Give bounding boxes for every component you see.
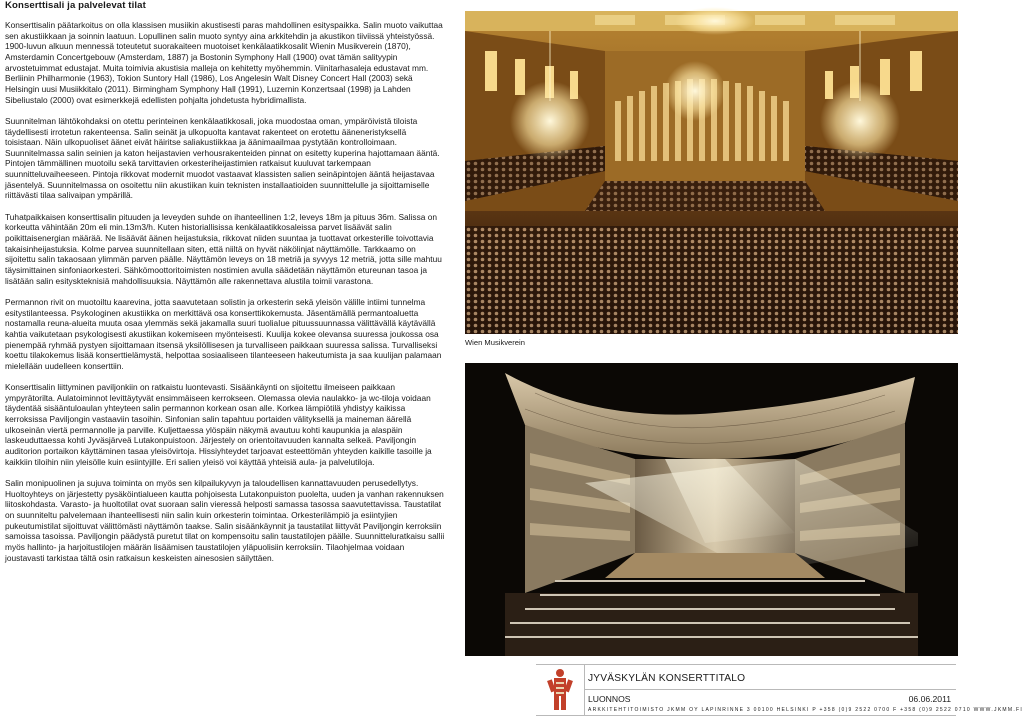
- title-block-divider: [584, 689, 956, 690]
- paragraph-services: Salin monipuolinen ja sujuva toiminta on myös sen kilpailukyvyn ja taloudellisen kannattavuuden perusedellytys. Huoltoyhteys on järjestetty pysäköintialueen kautta pohjoisesta Lutakonpuiston puolelta, uuden ja vanhan rakennuksen liitoskohdasta. Varasto- ja huoltotilat ovat suoraan salin vieressä helposti samassa tasossa saavutettavissa. Taustatilat on suunniteltu palvelemaan ihanteellisesti niin salin kuin orkesterin toimintaa. Orkesterilämpiö ja esiintyjien pukeutumistilat sijoittuvat välittömästi näyttämön taakse. Salin sisäänkäynnit ja taustatilat liittyvät Paviljongin kerroksiin samoissa tasoissa. Paviljongin päädystä puretut tilat on kompensoitu salin taustatilojen päälle. Suunnitteluratkaisu sallii myös hallinto- ja harjoitustilojen määrän lisäämisen taustatilojen yläpuolisiin kerroksiin. Tilaohjelmaa voidaan joustavasti tarkistaa tältä osin ratkaisun keskeisten ainesosien säilyttäen.: [5, 477, 445, 563]
- musikverein-photo: [465, 11, 958, 334]
- photo-caption: Wien Musikverein: [465, 338, 525, 347]
- title-block: [536, 664, 1023, 716]
- concert-hall-section-render: [465, 363, 958, 656]
- figure-logo-graphic: [536, 665, 584, 715]
- musikverein-photo-graphic: [465, 11, 958, 334]
- paragraph-pavilion: Konserttisalin liittyminen paviljonkiin on ratkaistu luontevasti. Sisäänkäynti on sijoitettu ilmeiseen paikkaan ympyrätorilta. Aulatoiminnot levittäytyvät ensimmäiseen kerrokseen. Olemassa olevia naulakko- ja wc-tiloja voidaan täydentää sisääntuloaulan yhteyteen salin permannon korkean osan alle. Korkea lämpiötilä yhdistyy kaikissa kerroksissa Paviljongin vastaaviin tasoihin. Sinfonian salin tapahtuu portaiden välityksellä ja maineman äärellä ulkoseinän viertä permannolle ja parville. Kuljettaessa ylöspäin näkymä avautuu kohti kaupunkia ja alaspäin laskeuduttaessa kohti Jyväsjärveä Lutakonpuistoon. Järjestely on orientoitavuuden kannalta selkeä. Paviljongin auditorion portaikon käyttäminen tasaa yleisövirtoja. Hissiyhteydet tarjoavat esteettömän yhteyden kaikille tasoille ja kaikkiin tiloihin niin yleisölle kuin esiintyjille. Eri salien yleisö voi käyttää yhteisiä aula- ja palvelutiloja.: [5, 382, 432, 467]
- paragraph-intro: Konserttisalin päätarkoitus on olla klassisen musiikin akustisesti paras mahdollinen esityspaikka. Salin muoto vaikuttaa sen akustiikkaan ja soinnin laatuun. Lopullinen salin muoto syntyy aina arkkitehdin ja akustikon tiiviissä yhteistyössä. 1900-luvun alkuun mennessä toteutetut suorakaiteen muotoiset kenkälaatikkosalit Wienin Musikverein (1870), Amsterdamin Concertgebouw (Amsterdam, 1887) ja Bostonin Symphony Hall (1900) ovat tämän salityypin arvostetuimmat edustajat. Muita toimivia akustisia malleja on kehitetty myöhemmin. Viinitarhasaleja edustavat mm. Berliinin Philharmonie (1963), Tokion Suntory Hall (1986), Los Angelesin Walt Disney Concert Hall (2003) sekä Helsingin uusi Musiikkitalo (2011). Birmingham Symphony Hall (1991), Luzernin Konzertsaal (1998) ja Lahden Sibeliustalo (2000) ovat esimerkkejä edellisten pohjalta johdetusta hybridimallista.: [5, 20, 443, 105]
- paragraph-dimensions: Tuhatpaikkaisen konserttisalin pituuden ja leveyden suhde on ihanteellinen 1:2, leveys 18m ja pituus 36m. Salissa on korkeutta vähintään 20m eli min.13m3/h. Kuten historiallisissa kenkälaatikkosaleissa parvet lisäävät salin poikittaisenergian määrää. Ne lisäävät äänen heijastuksia, rikkovat niiden suuntaa ja tuottavat orkesterille toivottavia takaisinheijastuksia. Kolme parvea suunnitellaan siten, että niiltä on hyvät näkölinjat näyttämölle. Tarkkaamo on sijoitettu salin takaosaan ylimmän parven päälle. Näyttämön leveys on 18 metriä ja syvyys 12 metriä, jotta sille mahtuu täysimittainen sinfoniaorkesteri. Sähkömoottoritoimisten nostimien avulla säädetään näyttämön etureunan tasoa ja lisätään salin esityskteknisiä mahdollisuuksia. Näyttämön alle rakennettava alustila toimii varastona.: [5, 211, 442, 286]
- body-text-column: [5, 20, 445, 574]
- project-name: JYVÄSKYLÄN KONSERTTITALO: [588, 673, 746, 684]
- drawing-stage: LUONNOS: [588, 694, 631, 704]
- company-info: ARKKITEHTITOIMISTO JKMM OY LAPINRINNE 3 00100 HELSINKI P +358 (0)9 2522 0700 F +358 (0)9 2522 0710 WWW.JKMM.FI: [588, 707, 1023, 713]
- concert-hall-render-graphic: [465, 363, 958, 656]
- page-title: Konserttisali ja palvelevat tilat: [5, 0, 146, 11]
- paragraph-seating: Permannon rivit on muotoiltu kaarevina, jotta saavutetaan solistin ja orkesterin sekä yleisön välille intiimi tunnelma esitystilanteessa. Psykologinen akustiikka on merkittävä osa konserttikokemusta. Jäsentämällä permantoaluetta nostamalla reuna-alueita muuta osaa ylemmäs sekä jakamalla suuri tuoliaIue pituussuunnassa välittävällä käytävällä kahtia vaikutetaan psykologisesti akustiikan kokemiseen myönteisesti. Kuulija kokee olevansa suuressa joukossa osa pienempää ryhmää pystyen sijoittamaan itsensä yksilöllisesen ja turvalliseen paikkaan suuressa salissa. Turvalliseksi koettu tilakokemus lisää konserttielämystä, helpottaa sosiaaliseen tilanteeseen hakeutumista ja saa kuulijan palamaan mielellään uudelleen konserttiin.: [5, 296, 442, 371]
- paragraph-structure: Suunnitelman lähtökohdaksi on otettu perinteinen kenkälaatikkosali, joka muodostaa oman, ympäröivistä tiloista täydellisesti irrotetun rakenteensa. Salin seinät ja ulkopuolta kantavat rakenteet on erotettu ääneneristyksellä toisistaan. Näin ulkopuoliset äänet eivät häiritse saliakustiikkaa ja äänimaailmaa pystytään kontrolloimaan. Suunnitelmassa salin seinien ja katon heijastavien verhousrakenteiden pinnat on esitetty kuperina hajottamaan ääntä. Pintojen tämmällinen muotoilu sekä tarvittavien orkesteriheijastimien ratkaisut kuuluvat tarkempaan suunnitteluvaiheeseen. Pintoja rikkovat modernit muodot vastaavat klassisten salien seinäpintojen ääntä heijastavaa jäsentelyä. Suunnitelmassa on osoitettu niin akustiikan kuin teknisten installaatioiden suunnittelulle ja sijoittamiselle riittävästi tilaa salivaipan ympärillä.: [5, 115, 440, 201]
- drawing-date: 06.06.2011: [908, 694, 951, 704]
- figure-logo-icon: [536, 665, 585, 715]
